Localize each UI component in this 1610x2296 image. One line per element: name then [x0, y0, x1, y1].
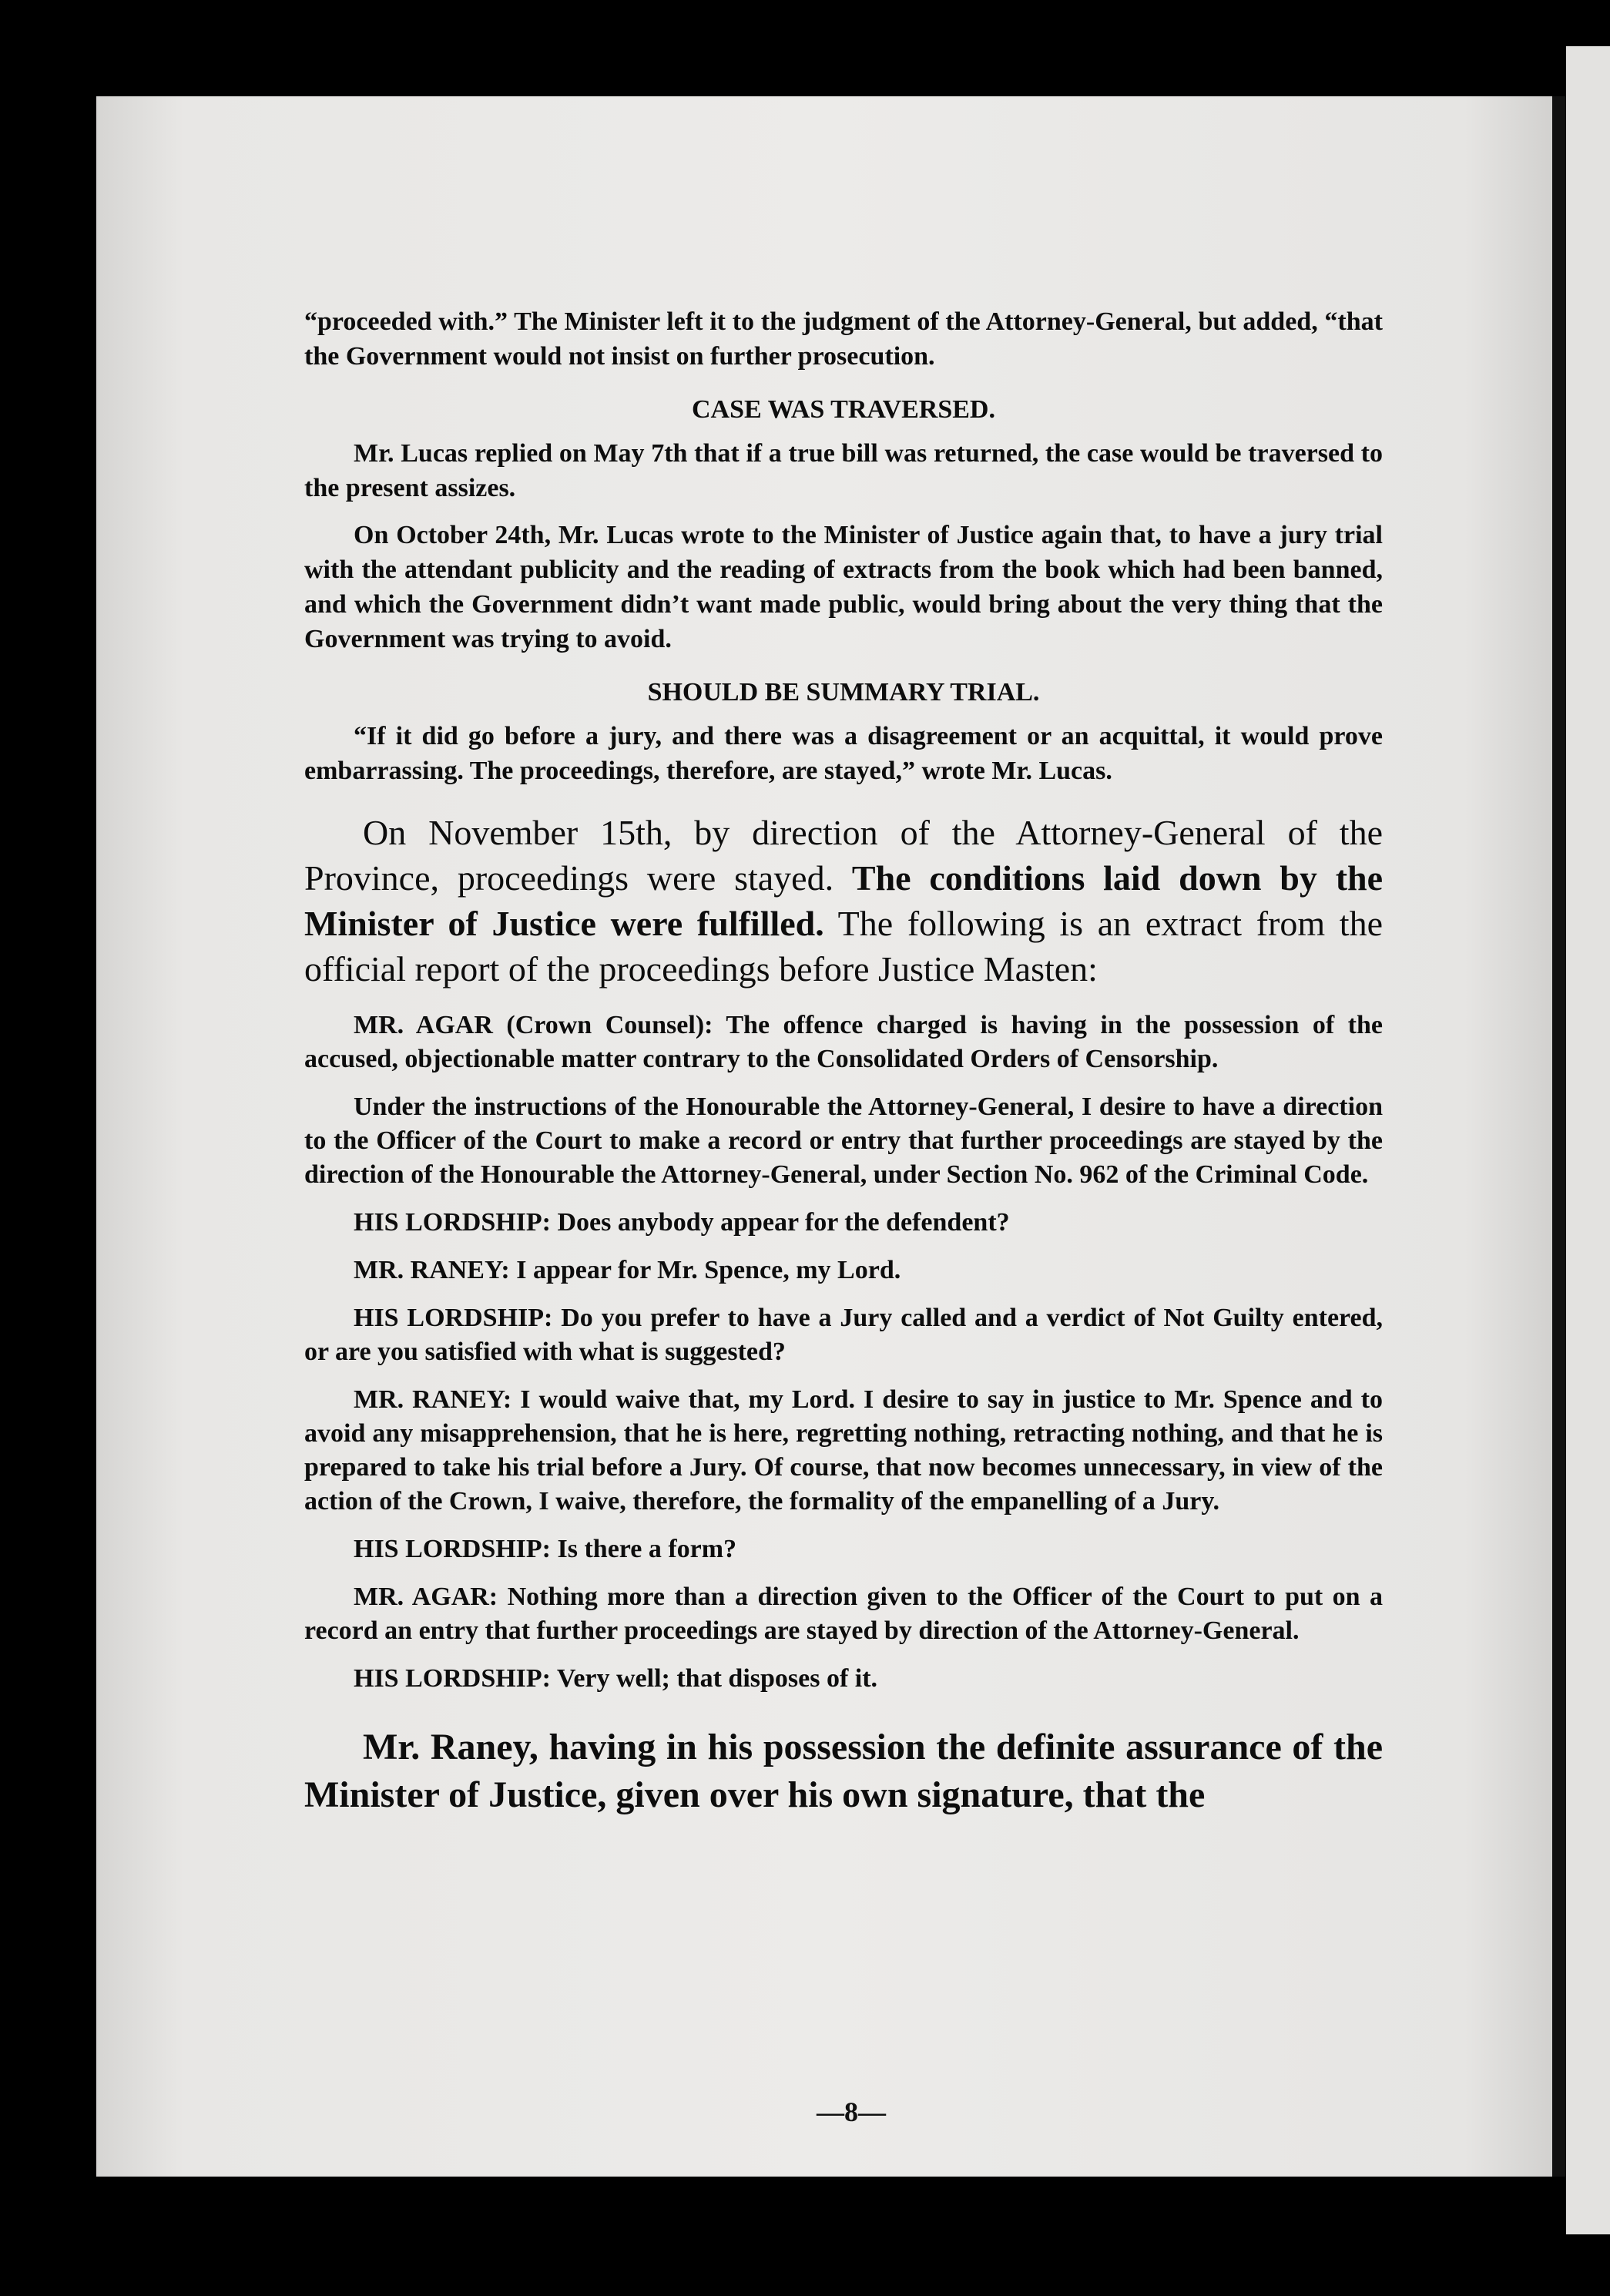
speech-text: Does anybody appear for the defendent? [557, 1208, 1010, 1237]
closing-paragraph: Mr. Raney, having in his possession the definite assurance of the Minister of Justice, given over his own signature, that the [304, 1727, 1383, 1815]
large-rest-text: The following is an extract from the official report of the proceedings before Justice Masten: [304, 904, 1383, 989]
heading-case-was-traversed: CASE WAS TRAVERSED. [692, 395, 995, 424]
large-normal-text: On November 15th, by direction of the Attorney-General of the Province, proceedings were stayed. [304, 813, 1383, 898]
speech-text: Nothing more than a direction given to the Officer of the Court to put on a record an entry that further proceedings are stayed by direction of the Attorney-General. [304, 1583, 1384, 1645]
transcript-lordship-3 [304, 1532, 1383, 1566]
document-text [304, 304, 1383, 1819]
speaker-label: MR. AGAR: [354, 1583, 498, 1611]
speaker-label: HIS LORDSHIP: [354, 1304, 553, 1332]
paragraph-lucas-reply: Mr. Lucas replied on May 7th that if a true bill was returned, the case would be traversed to the present assizes. [304, 439, 1383, 502]
speaker-label: MR. AGAR [354, 1011, 493, 1039]
speech-text: Do you prefer to have a Jury called and a verdict of Not Guilty entered, or are you satisfied with what is suggested? [304, 1304, 1384, 1366]
speech-text: I appear for Mr. Spence, my Lord. [516, 1256, 901, 1284]
speech-text: I would waive that, my Lord. I desire to say in justice to Mr. Spence and to avoid any misapprehension, that he is here, regretting nothing, retracting nothing, and that he is prepared to take his trial before a Jury. Of course, that now becomes unnecessary, in view of the action of the Crown, I waive, therefore, the formality of the empanelling of a Jury. [304, 1385, 1383, 1516]
speech-text: Under the instructions of the Honourable the Attorney-General, I desire to have a direction to the Officer of the Court to make a record or entry that further proceedings are stayed by the direction of the Honourable the Attorney-General, under Section No. 962 of the Criminal Code. [304, 1093, 1383, 1189]
speaker-label: HIS LORDSHIP: [354, 1535, 551, 1563]
speaker-label: HIS LORDSHIP: [354, 1208, 551, 1237]
speaker-label: MR. RANEY: [354, 1385, 512, 1414]
speech-text: Is there a form? [557, 1535, 737, 1563]
paragraph-embarrassing: “If it did go before a jury, and there was a disagreement or an acquittal, it would prove embarrassing. The proceedings, therefore, are stayed,” wrote Mr. Lucas. [304, 722, 1383, 785]
speaker-note: (Crown Counsel): [506, 1011, 713, 1039]
page-edge-shadow [1552, 96, 1566, 2177]
adjacent-page-strip [1566, 46, 1610, 2234]
paragraph-lucas-october: On October 24th, Mr. Lucas wrote to the Minister of Justice again that, to have a jury trial with the attendant publicity and the reading of extracts from the book which had been banned, and which the Government didn’t want made public, would bring about the very thing that the Government was trying to avoid. [304, 521, 1383, 653]
heading-summary-trial: SHOULD BE SUMMARY TRIAL. [647, 678, 1040, 707]
transcript-agar-1 [304, 1009, 1383, 1076]
speech-text: The offence charged is having in the possession of the accused, objectionable matter contrary to the Consolidated Orders of Censorship. [304, 1011, 1383, 1073]
speaker-label: HIS LORDSHIP: [354, 1664, 551, 1693]
paragraph-november-15 [304, 810, 1383, 992]
transcript-lordship-4 [304, 1662, 1383, 1696]
transcript-raney-1 [304, 1254, 1383, 1287]
transcript-agar-3 [304, 1580, 1383, 1648]
speaker-label: MR. RANEY: [354, 1256, 510, 1284]
large-bold-text: The conditions laid down by the Minister of Justice were fulfilled. [304, 858, 1384, 943]
transcript-lordship-1 [304, 1206, 1383, 1240]
opening-paragraph: “proceeded with.” The Minister left it to the judgment of the Attorney-General, but added, “that the Government would not insist on further prosecution. [304, 307, 1383, 371]
speech-text: Very well; that disposes of it. [556, 1664, 878, 1693]
transcript-lordship-2 [304, 1301, 1383, 1369]
transcript-raney-2 [304, 1383, 1383, 1519]
page-number: —8— [817, 2096, 886, 2127]
transcript-agar-2 [304, 1090, 1383, 1192]
